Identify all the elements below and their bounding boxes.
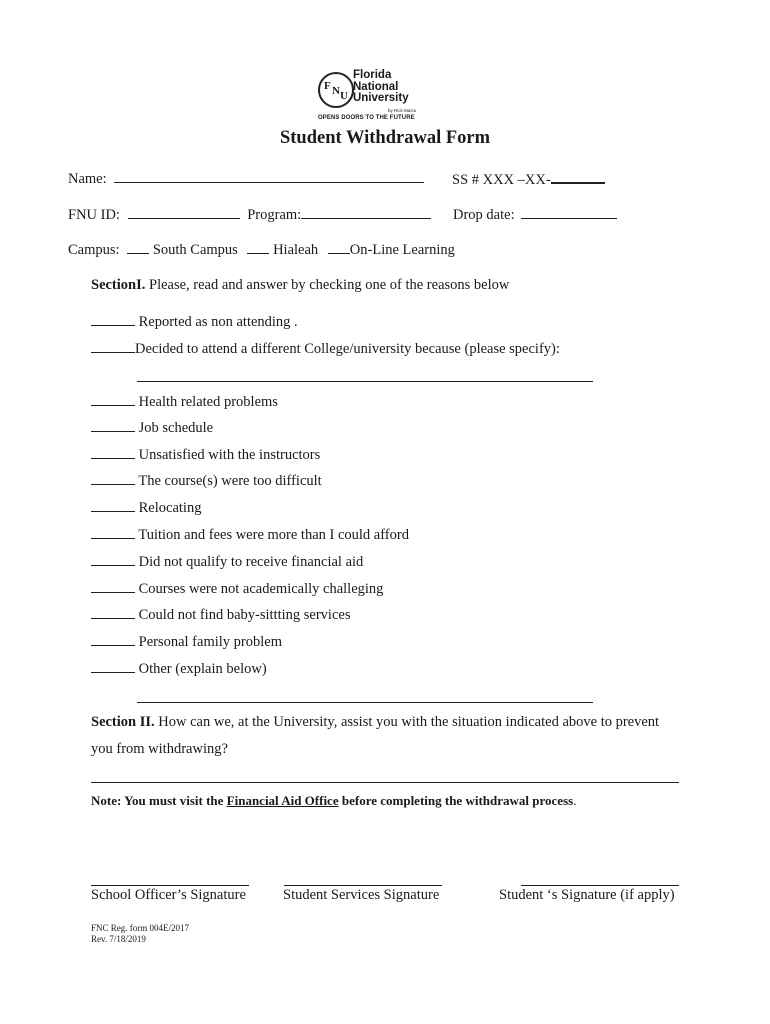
page-title: Student Withdrawal Form xyxy=(279,128,491,148)
logo-tagline: OPENS DOORS TO THE FUTURE xyxy=(318,115,415,121)
student-signature-line[interactable] xyxy=(521,885,679,886)
section2-heading: Section II. xyxy=(91,714,155,730)
reason-checkbox[interactable] xyxy=(91,553,135,566)
reason-item xyxy=(91,580,383,598)
reason-checkbox[interactable] xyxy=(91,526,135,539)
reason-item xyxy=(91,340,560,358)
reason-item xyxy=(91,606,350,624)
campus-online-check[interactable] xyxy=(328,241,350,254)
ss-field[interactable] xyxy=(551,170,605,184)
reason-checkbox[interactable] xyxy=(91,580,135,593)
reason-label: Unsatisfied with the instructors xyxy=(138,447,321,463)
reason-checkbox[interactable] xyxy=(91,446,135,459)
campus-south-label: South Campus xyxy=(152,242,238,258)
campus-south-check[interactable] xyxy=(127,241,149,254)
reason-label: The course(s) were too difficult xyxy=(138,473,322,489)
logo-subtext: by Rick Mazur xyxy=(388,108,417,113)
reason-checkbox[interactable] xyxy=(91,419,135,432)
university-logo xyxy=(318,70,422,122)
student-signature-label: Student ‘s Signature (if apply) xyxy=(499,887,675,903)
name-row xyxy=(68,170,424,188)
reason-checkbox[interactable] xyxy=(91,340,135,353)
section1-intro: Please, read and answer by checking one of the reasons below xyxy=(149,277,510,293)
reason-checkbox[interactable] xyxy=(91,393,135,406)
other-explain-line[interactable] xyxy=(137,702,593,703)
footer-form-code: FNC Reg. form 004E/2017 xyxy=(91,923,189,933)
officer-signature-label: School Officer’s Signature xyxy=(91,887,246,903)
footer-revision: Rev. 7/18/2019 xyxy=(91,934,146,944)
reason-label: Did not qualify to receive financial aid xyxy=(138,554,364,570)
financial-aid-link[interactable]: Financial Aid Office xyxy=(226,793,339,808)
campus-hialeah-check[interactable] xyxy=(247,241,269,254)
note-end: . xyxy=(573,793,577,808)
fnu-id-field[interactable] xyxy=(128,206,240,219)
reason-item xyxy=(91,393,278,411)
campus-online-label: On-Line Learning xyxy=(349,242,455,258)
services-signature-line[interactable] xyxy=(284,885,442,886)
reason-label: Health related problems xyxy=(138,394,278,410)
note xyxy=(91,793,576,809)
section2-header xyxy=(91,714,659,731)
note-prefix: Note: You must visit the xyxy=(91,793,227,808)
fnu-id-label: FNU ID: xyxy=(68,207,120,223)
reason-label: Job schedule xyxy=(138,420,214,436)
reason-item xyxy=(91,499,201,517)
reason-item xyxy=(91,446,320,464)
specify-line[interactable] xyxy=(137,381,593,382)
name-label: Name: xyxy=(68,171,107,187)
reason-item xyxy=(91,553,363,571)
reason-item xyxy=(91,633,282,651)
reason-item xyxy=(91,526,409,544)
seal-icon: F N U xyxy=(318,72,354,108)
program-field[interactable] xyxy=(301,206,431,219)
campus-label: Campus: xyxy=(68,242,120,258)
fnu-id-row xyxy=(68,206,431,224)
reason-label: Tuition and fees were more than I could afford xyxy=(138,527,409,543)
officer-signature-line[interactable] xyxy=(91,885,249,886)
section2-question-cont: you from withdrawing? xyxy=(91,741,228,757)
name-field[interactable] xyxy=(114,170,424,183)
ss-label: SS # XXX –XX- xyxy=(452,172,551,188)
section1-header xyxy=(91,277,509,294)
reason-checkbox[interactable] xyxy=(91,313,135,326)
reason-label: Reported as non attending . xyxy=(138,314,298,330)
reason-label: Other (explain below) xyxy=(138,661,267,677)
reason-item xyxy=(91,313,298,331)
section1-heading: SectionI. xyxy=(91,277,146,293)
drop-date-row xyxy=(453,206,617,224)
reason-checkbox[interactable] xyxy=(91,606,135,619)
section2-question: How can we, at the University, assist you with the situation indicated above to prevent xyxy=(158,714,660,730)
reason-item xyxy=(91,419,213,437)
services-signature-label: Student Services Signature xyxy=(283,887,440,903)
campus-row xyxy=(68,241,455,259)
reason-item xyxy=(91,472,322,490)
reason-label: Relocating xyxy=(138,500,202,516)
ss-row xyxy=(452,170,605,189)
reason-label: Courses were not academically challeging xyxy=(138,581,384,597)
reason-checkbox[interactable] xyxy=(91,633,135,646)
reason-label: Personal family problem xyxy=(138,634,282,650)
reason-checkbox[interactable] xyxy=(91,660,135,673)
drop-date-label: Drop date: xyxy=(453,207,515,223)
reason-label: Could not find baby-sittting services xyxy=(138,607,351,623)
campus-hialeah-label: Hialeah xyxy=(273,242,319,258)
reason-checkbox[interactable] xyxy=(91,472,135,485)
logo-wordmark: Florida National University xyxy=(353,69,409,104)
reason-item xyxy=(91,660,267,678)
section2-answer-line[interactable] xyxy=(91,782,679,783)
note-suffix: before completing the withdrawal process xyxy=(338,793,574,808)
reason-checkbox[interactable] xyxy=(91,499,135,512)
reason-label: Decided to attend a different College/university because (please specify): xyxy=(135,341,560,357)
program-label: Program: xyxy=(247,207,302,223)
drop-date-field[interactable] xyxy=(521,206,617,219)
